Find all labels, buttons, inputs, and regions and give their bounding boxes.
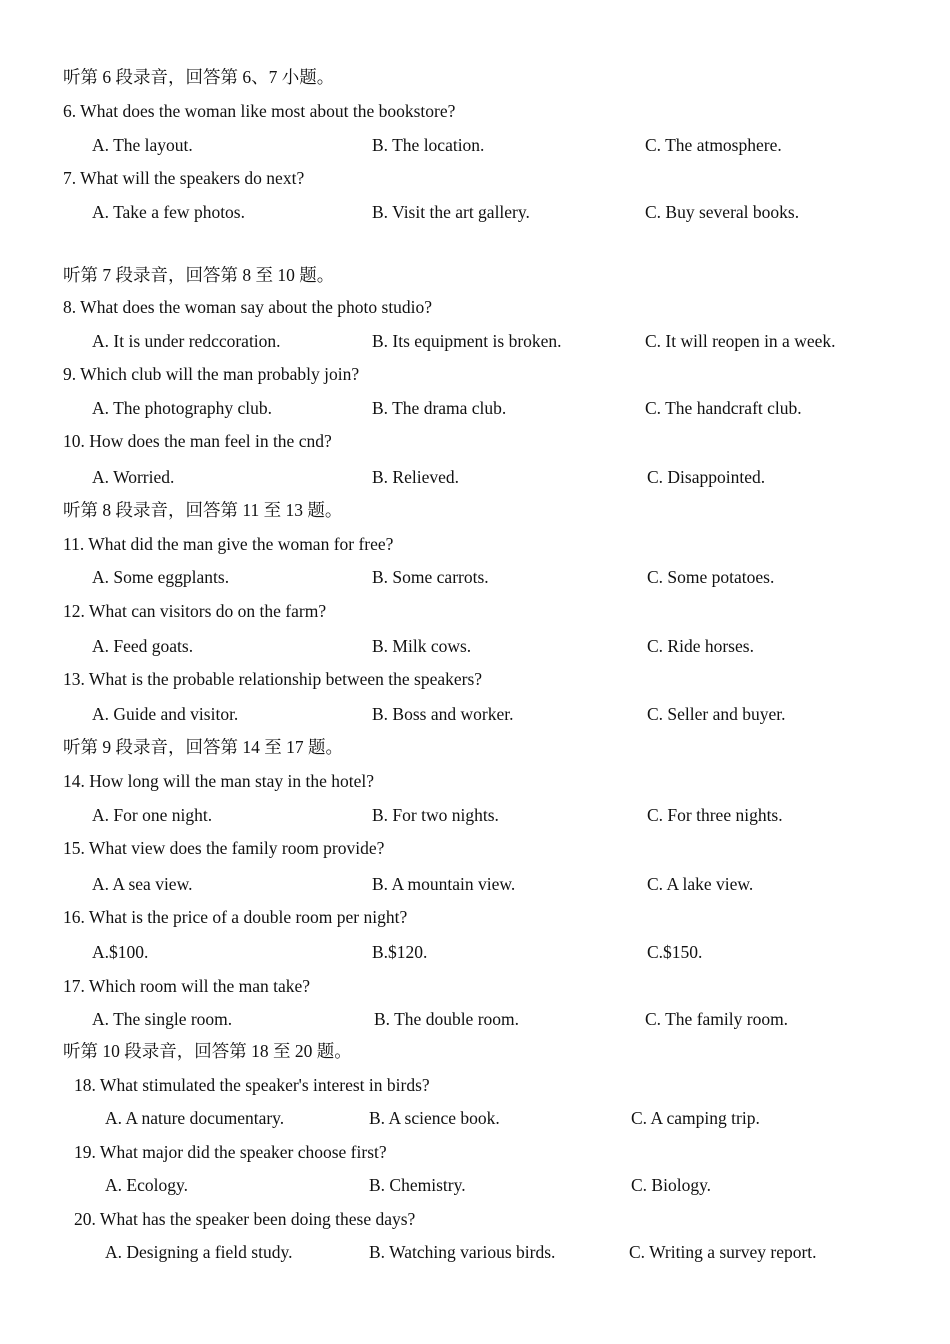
q17-option-c: C. The family room. — [645, 1009, 789, 1029]
q6-option-c: C. The atmosphere. — [645, 135, 782, 155]
question-9: 9. Which club will the man probably join? — [63, 364, 360, 384]
question-20: 20. What has the speaker been doing these days? — [74, 1209, 416, 1229]
q6-option-b: B. The location. — [372, 135, 485, 155]
question-16: 16. What is the price of a double room per night? — [63, 907, 408, 927]
q12-option-c: C. Ride horses. — [647, 636, 754, 656]
q20-option-a: A. Designing a field study. — [105, 1242, 293, 1262]
q18-option-a: A. A nature documentary. — [105, 1108, 285, 1128]
q9-option-b: B. The drama club. — [372, 398, 507, 418]
q7-option-c: C. Buy several books. — [645, 202, 800, 222]
q17-option-b: B. The double room. — [374, 1009, 520, 1029]
q17-option-a: A. The single room. — [92, 1009, 233, 1029]
question-19: 19. What major did the speaker choose first? — [74, 1142, 387, 1162]
q20-option-b: B. Watching various birds. — [369, 1242, 556, 1262]
q11-option-b: B. Some carrots. — [372, 567, 489, 587]
question-13: 13. What is the probable relationship between the speakers? — [63, 669, 483, 689]
q10-option-b: B. Relieved. — [372, 467, 459, 487]
question-15: 15. What view does the family room provide? — [63, 838, 385, 858]
q19-option-a: A. Ecology. — [105, 1175, 188, 1195]
question-12: 12. What can visitors do on the farm? — [63, 601, 327, 621]
q19-option-c: C. Biology. — [631, 1175, 712, 1195]
q7-option-b: B. Visit the art gallery. — [372, 202, 530, 222]
section-header-9: 听第 9 段录音，回答第 14 至 17 题。 — [63, 737, 343, 757]
q8-option-b: B. Its equipment is broken. — [372, 331, 562, 351]
q16-option-c: C.$150. — [647, 942, 703, 962]
question-6: 6. What does the woman like most about the bookstore? — [63, 101, 456, 121]
q9-option-c: C. The handcraft club. — [645, 398, 802, 418]
q13-option-c: C. Seller and buyer. — [647, 704, 786, 724]
q16-option-b: B.$120. — [372, 942, 428, 962]
question-10: 10. How does the man feel in the cnd? — [63, 431, 332, 451]
section-header-6: 听第 6 段录音，回答第 6、7 小题。 — [63, 67, 335, 87]
q18-option-c: C. A camping trip. — [631, 1108, 760, 1128]
q11-option-a: A. Some eggplants. — [92, 567, 230, 587]
q12-option-b: B. Milk cows. — [372, 636, 472, 656]
q13-option-b: B. Boss and worker. — [372, 704, 514, 724]
section-header-8: 听第 8 段录音，回答第 11 至 13 题。 — [63, 500, 343, 520]
section-header-7: 听第 7 段录音，回答第 8 至 10 题。 — [63, 265, 335, 285]
q12-option-a: A. Feed goats. — [92, 636, 194, 656]
question-7: 7. What will the speakers do next? — [63, 168, 305, 188]
q11-option-c: C. Some potatoes. — [647, 567, 775, 587]
section-header-10: 听第 10 段录音，回答第 18 至 20 题。 — [63, 1041, 352, 1061]
q14-option-a: A. For one night. — [92, 805, 213, 825]
q10-option-a: A. Worried. — [92, 467, 175, 487]
q14-option-b: B. For two nights. — [372, 805, 499, 825]
q18-option-b: B. A science book. — [369, 1108, 500, 1128]
q19-option-b: B. Chemistry. — [369, 1175, 466, 1195]
q15-option-c: C. A lake view. — [647, 874, 754, 894]
question-14: 14. How long will the man stay in the hotel? — [63, 771, 375, 791]
q6-option-a: A. The layout. — [92, 135, 193, 155]
q15-option-b: B. A mountain view. — [372, 874, 516, 894]
question-11: 11. What did the man give the woman for free? — [63, 534, 394, 554]
q9-option-a: A. The photography club. — [92, 398, 272, 418]
q8-option-a: A. It is under redccoration. — [92, 331, 281, 351]
q14-option-c: C. For three nights. — [647, 805, 783, 825]
q20-option-c: C. Writing a survey report. — [629, 1242, 817, 1262]
q8-option-c: C. It will reopen in a week. — [645, 331, 836, 351]
q7-option-a: A. Take a few photos. — [92, 202, 245, 222]
question-18: 18. What stimulated the speaker's interest in birds? — [74, 1075, 430, 1095]
q13-option-a: A. Guide and visitor. — [92, 704, 239, 724]
q16-option-a: A.$100. — [92, 942, 149, 962]
q15-option-a: A. A sea view. — [92, 874, 193, 894]
q10-option-c: C. Disappointed. — [647, 467, 766, 487]
question-17: 17. Which room will the man take? — [63, 976, 311, 996]
question-8: 8. What does the woman say about the photo studio? — [63, 297, 433, 317]
